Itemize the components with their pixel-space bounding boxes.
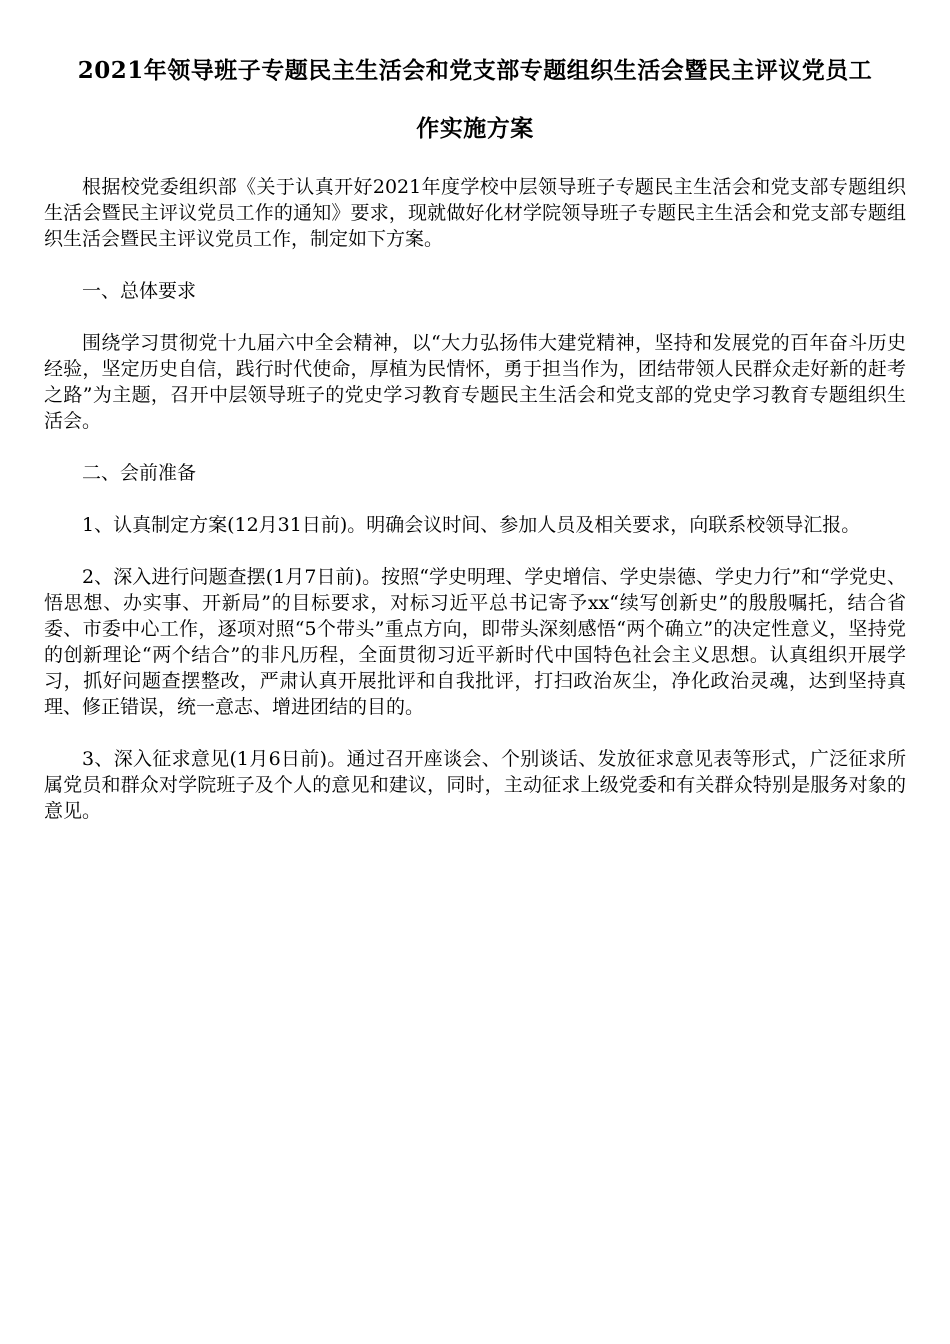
item-1-paragraph: 1、认真制定方案(12月31日前)。明确会议时间、参加人员及相关要求，向联系校领导汇报。 [82, 514, 861, 536]
title-line-2: 作实施方案 [416, 115, 534, 142]
document-body [44, 174, 906, 824]
intro-paragraph: 根据校党委组织部《关于认真开好2021年度学校中层领导班子专题民主生活会和党支部专题组织生活会暨民主评议党员工作的通知》要求，现就做好化材学院领导班子专题民主生活会和党支部专题组织生活会暨民主评议党员工作，制定如下方案。 [44, 176, 906, 250]
title-line-1: 2021年领导班子专题民主生活会和党支部专题组织生活会暨民主评议党员工 [77, 57, 873, 84]
section-2-heading: 二、会前准备 [82, 462, 197, 484]
section-1-heading: 一、总体要求 [82, 280, 197, 302]
document-title [44, 42, 906, 158]
section-1-paragraph: 围绕学习贯彻党十九届六中全会精神，以“大力弘扬伟大建党精神，坚持和发展党的百年奋斗历史经验，坚定历史自信，践行时代使命，厚植为民情怀，勇于担当作为，团结带领人民群众走好新的赶考之路”为主题，召开中层领导班子的党史学习教育专题民主生活会和党支部的党史学习教育专题组织生活会。 [44, 332, 906, 432]
item-2-paragraph: 2、深入进行问题查摆(1月7日前)。按照“学史明理、学史增信、学史崇德、学史力行”和“学党史、悟思想、办实事、开新局”的目标要求，对标习近平总书记寄予xx“续写创新史”的殷殷嘱托，结合省委、市委中心工作，逐项对照“5个带头”重点方向，即带头深刻感悟“两个确立”的决定性意义，坚持党的创新理论“两个结合”的非凡历程，全面贯彻习近平新时代中国特色社会主义思想。认真组织开展学习，抓好问题查摆整改，严肃认真开展批评和自我批评，打扫政治灰尘，净化政治灵魂，达到坚持真理、修正错误，统一意志、增进团结的目的。 [44, 566, 906, 718]
item-3-paragraph: 3、深入征求意见(1月6日前)。通过召开座谈会、个别谈话、发放征求意见表等形式，广泛征求所属党员和群众对学院班子及个人的意见和建议，同时，主动征求上级党委和有关群众特别是服务对象的意见。 [44, 748, 906, 822]
